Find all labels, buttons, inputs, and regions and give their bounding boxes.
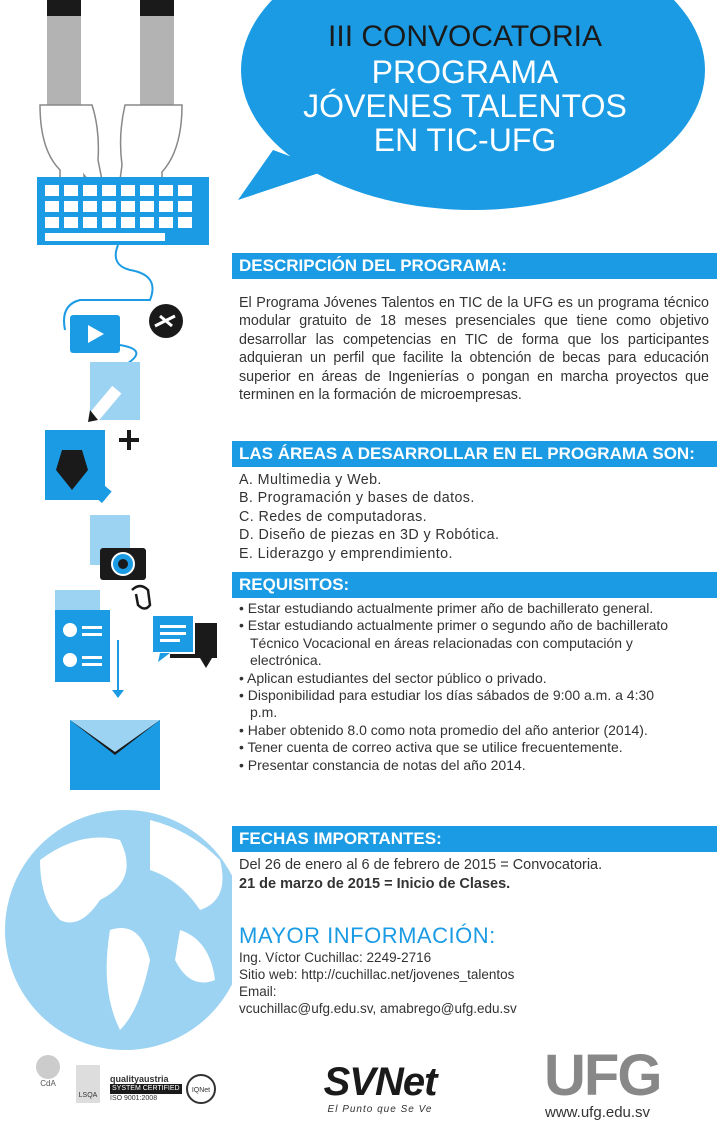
quality-austria-logo: qualityaustria SYSTEM CERTIFIED ISO 9001:2008 <box>110 1074 182 1104</box>
requirements-heading: REQUISITOS: <box>232 572 717 598</box>
video-player-icon <box>70 315 120 353</box>
list-item: E. Liderazgo y emprendimiento. <box>239 545 453 562</box>
contact-phone: Ing. Víctor Cuchillac: 2249-2716 <box>239 950 432 965</box>
dates-heading: FECHAS IMPORTANTES: <box>232 826 717 852</box>
dates-line1: Del 26 de enero al 6 de febrero de 2015 = Convocatoria. <box>239 857 603 873</box>
ufg-logo: UFG <box>544 1043 661 1108</box>
areas-list <box>239 471 709 563</box>
document-pencil-icon <box>87 362 140 424</box>
globe-icon <box>5 810 232 1050</box>
pen-tool-icon <box>45 430 112 503</box>
list-item: • Disponibilidad para estudiar los días sábados de 9:00 a.m. a 4:30 p.m. <box>239 687 655 721</box>
ufg-website[interactable]: www.ufg.edu.sv <box>545 1104 651 1121</box>
arms-icon <box>40 0 182 200</box>
list-item: • Presentar constancia de notas del año 2014. <box>239 756 526 773</box>
contact-website[interactable]: Sitio web: http://cuchillac.net/jovenes_talentos <box>239 967 515 982</box>
more-info-heading: MAYOR INFORMACIÓN: <box>239 923 496 948</box>
requirements-list <box>239 600 669 774</box>
description-heading: DESCRIPCIÓN DEL PROGRAMA: <box>232 253 717 279</box>
main-title <box>255 22 675 156</box>
list-item: • Aplican estudiantes del sector público o privado. <box>239 669 547 686</box>
dates-line2: 21 de marzo de 2015 = Inicio de Clases. <box>239 876 511 892</box>
keyboard-icon <box>37 177 209 245</box>
description-text: El Programa Jóvenes Talentos en TIC de la UFG es un programa técnico modular gratuito de 18 meses presenciales que tiene como objetivo desarrollar las competencias en TIC de forma que los participantes adquieran un perfil que facilite la obtención de becas para educación superior en áreas de Ingenierías o pongan en marcha proyectos que terminen en la formación de microempresas. <box>239 295 709 404</box>
list-item: • Estar estudiando actualmente primer año de bachillerato general. <box>239 600 654 616</box>
tools-icon <box>149 304 183 338</box>
title-line3: JÓVENES TALENTOS <box>303 88 627 124</box>
areas-heading: LAS ÁREAS A DESARROLLAR EN EL PROGRAMA SON: <box>232 441 717 467</box>
paperclip-icon <box>132 586 150 609</box>
list-item: B. Programación y bases de datos. <box>239 490 475 507</box>
list-item: A. Multimedia y Web. <box>239 472 382 488</box>
charts-document-icon <box>55 590 110 682</box>
plus-icon <box>119 430 139 450</box>
title-line4: EN TIC-UFG <box>373 122 557 158</box>
cda-logo: CdA <box>32 1055 64 1115</box>
title-line1: III CONVOCATORIA <box>328 20 602 53</box>
illustration <box>0 0 232 1050</box>
camera-icon <box>90 515 146 580</box>
lsqa-logo: LSQA <box>76 1065 100 1103</box>
iqnet-logo: IQNet <box>186 1074 216 1104</box>
list-item: • Tener cuenta de correo activa que se utilice frecuentemente. <box>239 739 623 756</box>
list-item: • Estar estudiando actualmente primer o segundo año de bachillerato Técnico Vocacional en áreas relacionadas con computación y electrónica. <box>239 617 669 669</box>
chat-icon <box>152 615 217 668</box>
title-line2: PROGRAMA <box>371 54 559 90</box>
list-item: C. Redes de computadoras. <box>239 508 428 525</box>
svnet-logo: SVNet El Punto que Se Ve <box>323 1060 437 1115</box>
list-item: • Haber obtenido 8.0 como nota promedio del año anterior (2014). <box>239 721 648 738</box>
list-item: D. Diseño de piezas en 3D y Robótica. <box>239 527 500 544</box>
envelope-icon <box>70 720 160 790</box>
contact-email-label: Email: <box>239 984 277 999</box>
contact-emails[interactable]: vcuchillac@ufg.edu.sv, amabrego@ufg.edu.sv <box>239 1001 517 1016</box>
